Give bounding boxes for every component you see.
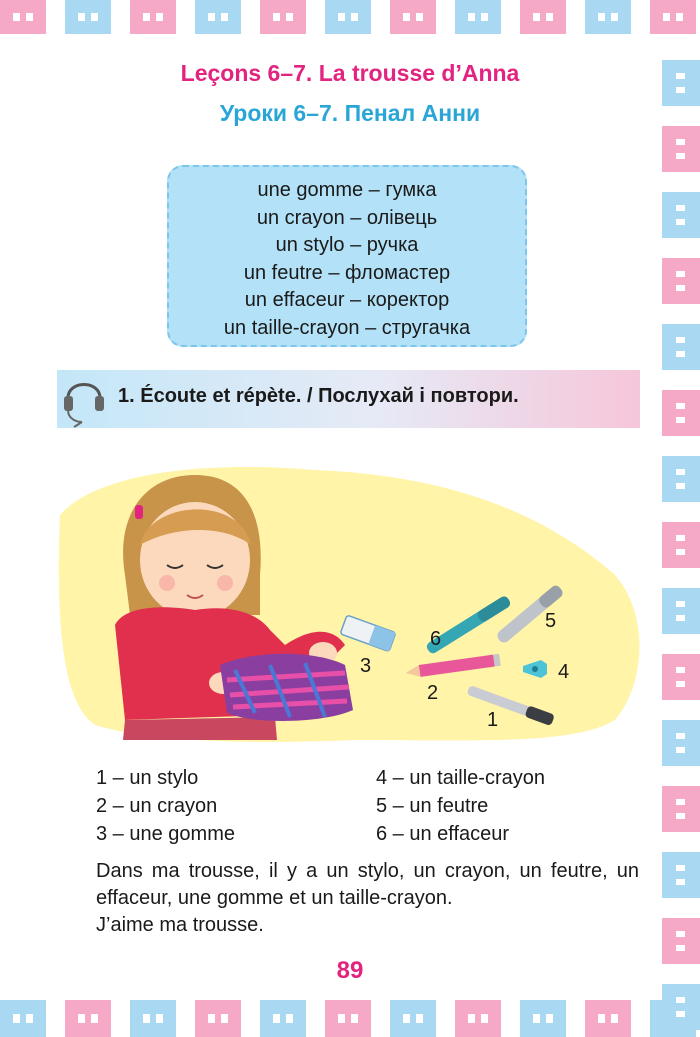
border-tile	[662, 126, 700, 172]
border-tile	[130, 1000, 176, 1037]
vocab-item: un taille-crayon – стругачка	[223, 316, 471, 339]
legend-item: 4 – un taille-crayon	[376, 767, 545, 789]
border-tile	[195, 1000, 241, 1037]
lesson-title-french: Leçons 6–7. La trousse d’Anna	[180, 60, 520, 86]
border-tile	[662, 852, 700, 898]
border-tile	[390, 0, 436, 34]
border-tile	[65, 1000, 111, 1037]
border-tile	[662, 522, 700, 568]
legend-right	[376, 764, 545, 848]
border-tile	[662, 720, 700, 766]
legend-left	[96, 764, 235, 848]
border-tile	[390, 1000, 436, 1037]
border-tile	[0, 1000, 46, 1037]
border-tile	[662, 456, 700, 502]
headphones-icon[interactable]	[62, 372, 106, 428]
border-tile	[662, 324, 700, 370]
legend-item: 2 – un crayon	[96, 795, 218, 817]
border-tile	[662, 654, 700, 700]
border-tile	[585, 1000, 631, 1037]
illustration-girl-with-pencil-case	[55, 455, 645, 755]
border-tile	[455, 0, 501, 34]
illustration-number: 3	[360, 655, 372, 677]
lesson-title-ukrainian: Уроки 6–7. Пенал Анни	[219, 100, 481, 126]
border-tile	[662, 786, 700, 832]
border-tile	[130, 0, 176, 34]
border-tile	[325, 1000, 371, 1037]
vocabulary-box	[167, 165, 527, 347]
legend-item: 6 – un effaceur	[376, 823, 510, 845]
illustration-number: 6	[430, 628, 442, 650]
paragraph-sentence: Dans ma trousse, il y a un stylo, un crayon, un feutre, un effaceur, une gomme et un taille-crayon.	[96, 860, 639, 909]
border-tile	[662, 984, 700, 1030]
task-instruction: 1. Écoute et répète. / Послухай і повтори.	[118, 385, 519, 407]
border-tile	[520, 0, 566, 34]
legend-item: 1 – un stylo	[96, 767, 199, 789]
vocab-item: un crayon – олівець	[256, 206, 438, 229]
legend-item: 5 – un feutre	[376, 795, 489, 817]
border-tile	[325, 0, 371, 34]
border-tile	[662, 390, 700, 436]
border-tile	[260, 1000, 306, 1037]
border-tile	[662, 588, 700, 634]
illustration-number: 4	[558, 661, 570, 683]
illustration-number: 2	[427, 682, 439, 704]
reading-paragraph	[96, 858, 639, 939]
illustration-number: 5	[545, 610, 557, 632]
paragraph-sentence: J’aime ma trousse.	[96, 914, 264, 936]
border-tile	[0, 0, 46, 34]
border-tile	[260, 0, 306, 34]
border-tile	[585, 0, 631, 34]
border-tile	[65, 0, 111, 34]
illustration-number: 1	[487, 709, 499, 731]
legend-item: 3 – une gomme	[96, 823, 235, 845]
vocab-item: un effaceur – коректор	[244, 289, 450, 311]
border-tile	[662, 258, 700, 304]
border-tile	[195, 0, 241, 34]
border-tile	[520, 1000, 566, 1037]
border-tile	[662, 192, 700, 238]
border-tile	[650, 0, 696, 34]
vocab-item: un feutre – фломастер	[243, 261, 451, 284]
vocab-item: une gomme – гумка	[257, 179, 437, 201]
page-number: 89	[336, 957, 364, 984]
border-tile	[455, 1000, 501, 1037]
vocab-item: un stylo – ручка	[275, 234, 419, 256]
